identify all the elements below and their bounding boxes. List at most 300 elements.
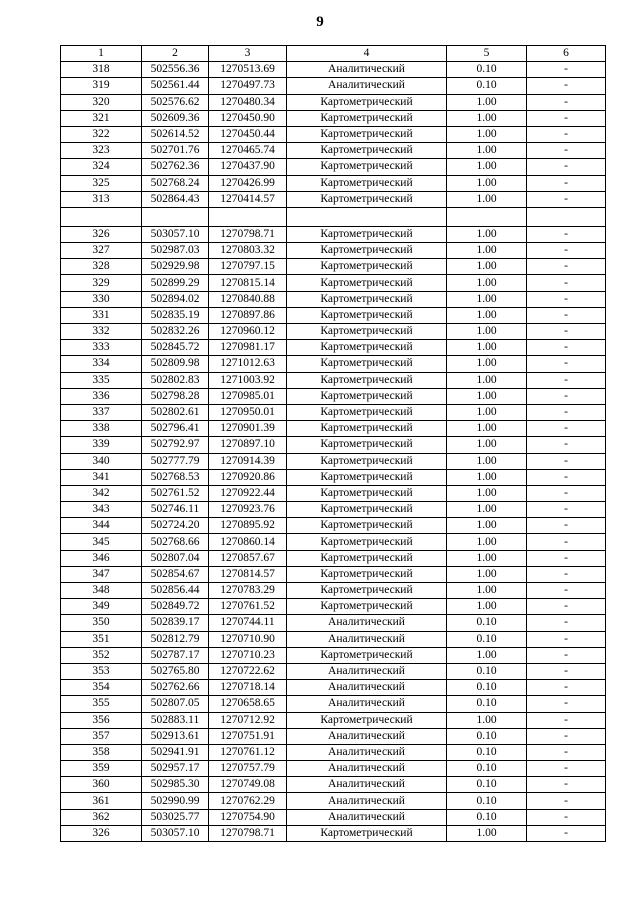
note-cell: - <box>527 62 606 78</box>
y-coordinate-cell: 1270712.92 <box>209 712 287 728</box>
y-coordinate-cell: 1270798.71 <box>209 825 287 841</box>
table-row <box>61 809 606 825</box>
method-cell: Картометрический <box>287 550 447 566</box>
method-cell: Аналитический <box>287 809 447 825</box>
note-cell: - <box>527 175 606 191</box>
method-cell: Картометрический <box>287 566 447 582</box>
x-coordinate-cell: 502796.41 <box>142 421 209 437</box>
point-number-cell: 344 <box>61 518 142 534</box>
accuracy-cell: 1.00 <box>447 518 527 534</box>
accuracy-cell: 1.00 <box>447 275 527 291</box>
accuracy-cell: 1.00 <box>447 291 527 307</box>
x-coordinate-cell: 502864.43 <box>142 191 209 207</box>
x-coordinate-cell: 502941.91 <box>142 744 209 760</box>
table-row <box>61 761 606 777</box>
accuracy-cell: 1.00 <box>447 388 527 404</box>
accuracy-cell: 1.00 <box>447 372 527 388</box>
accuracy-cell: 1.00 <box>447 191 527 207</box>
point-number-cell: 339 <box>61 437 142 453</box>
y-coordinate-cell: 1270901.39 <box>209 421 287 437</box>
method-cell: Картометрический <box>287 825 447 841</box>
accuracy-cell: 1.00 <box>447 94 527 110</box>
method-cell: Картометрический <box>287 324 447 340</box>
point-number-cell: 334 <box>61 356 142 372</box>
accuracy-cell: 0.10 <box>447 62 527 78</box>
x-coordinate-cell: 502899.29 <box>142 275 209 291</box>
accuracy-cell: 0.10 <box>447 728 527 744</box>
accuracy-cell: 1.00 <box>447 324 527 340</box>
y-coordinate-cell: 1270480.34 <box>209 94 287 110</box>
table-row <box>61 126 606 142</box>
x-coordinate-cell: 502787.17 <box>142 647 209 663</box>
point-number-cell: 347 <box>61 566 142 582</box>
x-coordinate-cell: 502883.11 <box>142 712 209 728</box>
accuracy-cell: 0.10 <box>447 631 527 647</box>
coordinates-table <box>60 45 606 842</box>
column-header: 3 <box>209 46 287 62</box>
method-cell: Аналитический <box>287 777 447 793</box>
point-number-cell: 322 <box>61 126 142 142</box>
point-number-cell: 349 <box>61 599 142 615</box>
table-row <box>61 421 606 437</box>
note-cell: - <box>527 583 606 599</box>
method-cell: Аналитический <box>287 728 447 744</box>
y-coordinate-cell: 1270710.90 <box>209 631 287 647</box>
y-coordinate-cell: 1270985.01 <box>209 388 287 404</box>
y-coordinate-cell: 1270426.99 <box>209 175 287 191</box>
note-cell: - <box>527 110 606 126</box>
point-number-cell: 360 <box>61 777 142 793</box>
note-cell: - <box>527 226 606 242</box>
note-cell: - <box>527 324 606 340</box>
method-cell: Картометрический <box>287 275 447 291</box>
note-cell: - <box>527 566 606 582</box>
note-cell: - <box>527 126 606 142</box>
note-cell: - <box>527 340 606 356</box>
table-row <box>61 744 606 760</box>
note-cell: - <box>527 680 606 696</box>
x-coordinate-cell: 502807.05 <box>142 696 209 712</box>
x-coordinate-cell: 502576.62 <box>142 94 209 110</box>
y-coordinate-cell: 1271012.63 <box>209 356 287 372</box>
y-coordinate-cell: 1270950.01 <box>209 404 287 420</box>
point-number-cell: 355 <box>61 696 142 712</box>
point-number-cell: 318 <box>61 62 142 78</box>
point-number-cell: 357 <box>61 728 142 744</box>
x-coordinate-cell: 502987.03 <box>142 243 209 259</box>
y-coordinate-cell: 1270658.65 <box>209 696 287 712</box>
y-coordinate-cell: 1270960.12 <box>209 324 287 340</box>
point-number-cell: 321 <box>61 110 142 126</box>
table-header-row <box>61 46 606 62</box>
point-number-cell: 346 <box>61 550 142 566</box>
table-row <box>61 663 606 679</box>
method-cell: Картометрический <box>287 259 447 275</box>
note-cell: - <box>527 485 606 501</box>
y-coordinate-cell: 1270814.57 <box>209 566 287 582</box>
table-row <box>61 793 606 809</box>
table-row <box>61 143 606 159</box>
table-row <box>61 388 606 404</box>
table-row <box>61 583 606 599</box>
method-cell: Картометрический <box>287 226 447 242</box>
table-row <box>61 159 606 175</box>
x-coordinate-cell: 503025.77 <box>142 809 209 825</box>
accuracy-cell: 1.00 <box>447 356 527 372</box>
y-coordinate-cell: 1270840.88 <box>209 291 287 307</box>
table-row <box>61 110 606 126</box>
y-coordinate-cell: 1270751.91 <box>209 728 287 744</box>
table-row <box>61 728 606 744</box>
point-number-cell: 343 <box>61 502 142 518</box>
accuracy-cell: 1.00 <box>447 110 527 126</box>
note-cell: - <box>527 518 606 534</box>
y-coordinate-cell: 1270914.39 <box>209 453 287 469</box>
table-row <box>61 259 606 275</box>
y-coordinate-cell: 1270783.29 <box>209 583 287 599</box>
y-coordinate-cell: 1270981.17 <box>209 340 287 356</box>
table-row <box>61 469 606 485</box>
method-cell: Аналитический <box>287 696 447 712</box>
page-number: 9 <box>316 14 324 30</box>
method-cell: Картометрический <box>287 388 447 404</box>
accuracy-cell: 1.00 <box>447 453 527 469</box>
table-row <box>61 191 606 207</box>
method-cell: Картометрический <box>287 599 447 615</box>
x-coordinate-cell: 502724.20 <box>142 518 209 534</box>
table-row <box>61 356 606 372</box>
point-number-cell: 340 <box>61 453 142 469</box>
table-row <box>61 696 606 712</box>
method-cell: Картометрический <box>287 453 447 469</box>
x-coordinate-cell: 502762.36 <box>142 159 209 175</box>
x-coordinate-cell: 502609.36 <box>142 110 209 126</box>
method-cell: Картометрический <box>287 534 447 550</box>
y-coordinate-cell: 1270754.90 <box>209 809 287 825</box>
y-coordinate-cell: 1270497.73 <box>209 78 287 94</box>
table-row <box>61 78 606 94</box>
note-cell: - <box>527 291 606 307</box>
table-row <box>61 453 606 469</box>
method-cell: Картометрический <box>287 159 447 175</box>
method-cell: Аналитический <box>287 615 447 631</box>
method-cell: Аналитический <box>287 631 447 647</box>
table-row <box>61 437 606 453</box>
method-cell: Аналитический <box>287 680 447 696</box>
accuracy-cell: 1.00 <box>447 437 527 453</box>
y-coordinate-cell: 1270749.08 <box>209 777 287 793</box>
point-number-cell: 326 <box>61 226 142 242</box>
note-cell: - <box>527 761 606 777</box>
accuracy-cell: 1.00 <box>447 647 527 663</box>
method-cell: Аналитический <box>287 744 447 760</box>
table-row <box>61 340 606 356</box>
note-cell: - <box>527 243 606 259</box>
accuracy-cell: 0.10 <box>447 615 527 631</box>
x-coordinate-cell: 502809.98 <box>142 356 209 372</box>
x-coordinate-cell: 502832.26 <box>142 324 209 340</box>
point-number-cell: 353 <box>61 663 142 679</box>
method-cell: Картометрический <box>287 437 447 453</box>
note-cell: - <box>527 404 606 420</box>
point-number-cell: 330 <box>61 291 142 307</box>
y-coordinate-cell: 1270923.76 <box>209 502 287 518</box>
accuracy-cell: 1.00 <box>447 340 527 356</box>
note-cell: - <box>527 275 606 291</box>
table-row <box>61 324 606 340</box>
y-coordinate-cell: 1270895.92 <box>209 518 287 534</box>
x-coordinate-cell: 502614.52 <box>142 126 209 142</box>
note-cell: - <box>527 534 606 550</box>
y-coordinate-cell: 1270722.62 <box>209 663 287 679</box>
x-coordinate-cell: 503057.10 <box>142 226 209 242</box>
note-cell: - <box>527 356 606 372</box>
note-cell: - <box>527 191 606 207</box>
note-cell: - <box>527 663 606 679</box>
table-row <box>61 518 606 534</box>
accuracy-cell: 1.00 <box>447 712 527 728</box>
x-coordinate-cell: 502849.72 <box>142 599 209 615</box>
x-coordinate-cell: 502761.52 <box>142 485 209 501</box>
x-coordinate-cell: 502856.44 <box>142 583 209 599</box>
x-coordinate-cell: 502802.83 <box>142 372 209 388</box>
note-cell: - <box>527 372 606 388</box>
accuracy-cell: 1.00 <box>447 126 527 142</box>
y-coordinate-cell: 1270450.90 <box>209 110 287 126</box>
y-coordinate-cell: 1270798.71 <box>209 226 287 242</box>
note-cell: - <box>527 809 606 825</box>
y-coordinate-cell: 1270815.14 <box>209 275 287 291</box>
table-row <box>61 502 606 518</box>
note-cell: - <box>527 744 606 760</box>
y-coordinate-cell: 1270718.14 <box>209 680 287 696</box>
accuracy-cell: 0.10 <box>447 663 527 679</box>
x-coordinate-cell: 502957.17 <box>142 761 209 777</box>
note-cell: - <box>527 469 606 485</box>
method-cell: Картометрический <box>287 291 447 307</box>
point-number-cell: 319 <box>61 78 142 94</box>
accuracy-cell: 1.00 <box>447 243 527 259</box>
note-cell: - <box>527 502 606 518</box>
accuracy-cell: 1.00 <box>447 534 527 550</box>
point-number-cell: 341 <box>61 469 142 485</box>
note-cell: - <box>527 615 606 631</box>
note-cell: - <box>527 599 606 615</box>
method-cell: Аналитический <box>287 62 447 78</box>
y-coordinate-cell: 1270761.12 <box>209 744 287 760</box>
table-row <box>61 291 606 307</box>
method-cell: Аналитический <box>287 761 447 777</box>
table-row <box>61 599 606 615</box>
x-coordinate-cell: 502812.79 <box>142 631 209 647</box>
accuracy-cell: 1.00 <box>447 143 527 159</box>
accuracy-cell: 1.00 <box>447 469 527 485</box>
method-cell: Картометрический <box>287 126 447 142</box>
note-cell: - <box>527 143 606 159</box>
x-coordinate-cell: 502990.99 <box>142 793 209 809</box>
table-row <box>61 550 606 566</box>
table-row <box>61 243 606 259</box>
accuracy-cell: 1.00 <box>447 226 527 242</box>
x-coordinate-cell: 502701.76 <box>142 143 209 159</box>
method-cell: Картометрический <box>287 647 447 663</box>
accuracy-cell: 0.10 <box>447 696 527 712</box>
accuracy-cell: 1.00 <box>447 421 527 437</box>
method-cell: Аналитический <box>287 793 447 809</box>
note-cell: - <box>527 437 606 453</box>
note-cell: - <box>527 777 606 793</box>
method-cell: Аналитический <box>287 663 447 679</box>
accuracy-cell: 1.00 <box>447 550 527 566</box>
note-cell: - <box>527 388 606 404</box>
point-number-cell: 328 <box>61 259 142 275</box>
column-header: 5 <box>447 46 527 62</box>
method-cell: Картометрический <box>287 143 447 159</box>
table-row <box>61 566 606 582</box>
y-coordinate-cell: 1270762.29 <box>209 793 287 809</box>
point-number-cell: 320 <box>61 94 142 110</box>
point-number-cell: 350 <box>61 615 142 631</box>
y-coordinate-cell: 1270513.69 <box>209 62 287 78</box>
table-row <box>61 275 606 291</box>
column-header: 1 <box>61 46 142 62</box>
x-coordinate-cell: 502913.61 <box>142 728 209 744</box>
table-row <box>61 485 606 501</box>
method-cell: Картометрический <box>287 340 447 356</box>
method-cell: Картометрический <box>287 243 447 259</box>
point-number-cell: 336 <box>61 388 142 404</box>
point-number-cell <box>61 207 142 226</box>
point-number-cell: 333 <box>61 340 142 356</box>
note-cell: - <box>527 647 606 663</box>
x-coordinate-cell: 502798.28 <box>142 388 209 404</box>
y-coordinate-cell: 1270897.86 <box>209 307 287 323</box>
table-row <box>61 712 606 728</box>
table-body <box>61 62 606 842</box>
accuracy-cell: 0.10 <box>447 78 527 94</box>
method-cell: Картометрический <box>287 94 447 110</box>
point-number-cell: 324 <box>61 159 142 175</box>
point-number-cell: 329 <box>61 275 142 291</box>
accuracy-cell: 1.00 <box>447 307 527 323</box>
point-number-cell: 362 <box>61 809 142 825</box>
method-cell: Картометрический <box>287 372 447 388</box>
table-row <box>61 175 606 191</box>
y-coordinate-cell: 1270414.57 <box>209 191 287 207</box>
table-row <box>61 631 606 647</box>
x-coordinate-cell: 502894.02 <box>142 291 209 307</box>
note-cell: - <box>527 307 606 323</box>
method-cell: Картометрический <box>287 356 447 372</box>
y-coordinate-cell: 1270437.90 <box>209 159 287 175</box>
point-number-cell: 342 <box>61 485 142 501</box>
table-row <box>61 372 606 388</box>
x-coordinate-cell: 502746.11 <box>142 502 209 518</box>
x-coordinate-cell: 502765.80 <box>142 663 209 679</box>
note-cell: - <box>527 453 606 469</box>
note-cell: - <box>527 696 606 712</box>
note-cell: - <box>527 259 606 275</box>
method-cell: Картометрический <box>287 110 447 126</box>
y-coordinate-cell: 1270757.79 <box>209 761 287 777</box>
table-row <box>61 404 606 420</box>
point-number-cell: 356 <box>61 712 142 728</box>
x-coordinate-cell: 502561.44 <box>142 78 209 94</box>
x-coordinate-cell: 503057.10 <box>142 825 209 841</box>
y-coordinate-cell: 1270710.23 <box>209 647 287 663</box>
point-number-cell: 354 <box>61 680 142 696</box>
point-number-cell: 358 <box>61 744 142 760</box>
x-coordinate-cell: 502768.24 <box>142 175 209 191</box>
point-number-cell: 351 <box>61 631 142 647</box>
note-cell: - <box>527 421 606 437</box>
note-cell: - <box>527 631 606 647</box>
point-number-cell: 326 <box>61 825 142 841</box>
point-number-cell: 332 <box>61 324 142 340</box>
x-coordinate-cell: 502835.19 <box>142 307 209 323</box>
method-cell: Картометрический <box>287 518 447 534</box>
accuracy-cell: 1.00 <box>447 159 527 175</box>
x-coordinate-cell: 502768.66 <box>142 534 209 550</box>
method-cell: Картометрический <box>287 502 447 518</box>
x-coordinate-cell: 502777.79 <box>142 453 209 469</box>
x-coordinate-cell: 502854.67 <box>142 566 209 582</box>
method-cell: Аналитический <box>287 78 447 94</box>
point-number-cell: 348 <box>61 583 142 599</box>
accuracy-cell: 1.00 <box>447 502 527 518</box>
accuracy-cell: 0.10 <box>447 793 527 809</box>
note-cell: - <box>527 728 606 744</box>
method-cell: Картометрический <box>287 175 447 191</box>
method-cell: Картометрический <box>287 712 447 728</box>
y-coordinate-cell: 1270897.10 <box>209 437 287 453</box>
y-coordinate-cell: 1270744.11 <box>209 615 287 631</box>
method-cell: Картометрический <box>287 469 447 485</box>
table-row <box>61 647 606 663</box>
accuracy-cell: 0.10 <box>447 809 527 825</box>
x-coordinate-cell: 502839.17 <box>142 615 209 631</box>
y-coordinate-cell: 1270465.74 <box>209 143 287 159</box>
accuracy-cell: 1.00 <box>447 485 527 501</box>
x-coordinate-cell <box>142 207 209 226</box>
table-row <box>61 307 606 323</box>
y-coordinate-cell <box>209 207 287 226</box>
point-number-cell: 359 <box>61 761 142 777</box>
method-cell: Картометрический <box>287 191 447 207</box>
x-coordinate-cell: 502762.66 <box>142 680 209 696</box>
note-cell: - <box>527 712 606 728</box>
point-number-cell: 337 <box>61 404 142 420</box>
point-number-cell: 338 <box>61 421 142 437</box>
accuracy-cell: 1.00 <box>447 566 527 582</box>
x-coordinate-cell: 502556.36 <box>142 62 209 78</box>
method-cell: Картометрический <box>287 404 447 420</box>
point-number-cell: 323 <box>61 143 142 159</box>
y-coordinate-cell: 1270922.44 <box>209 485 287 501</box>
note-cell: - <box>527 550 606 566</box>
x-coordinate-cell: 502845.72 <box>142 340 209 356</box>
accuracy-cell: 1.00 <box>447 404 527 420</box>
note-cell: - <box>527 159 606 175</box>
y-coordinate-cell: 1270450.44 <box>209 126 287 142</box>
table-row <box>61 680 606 696</box>
accuracy-cell: 1.00 <box>447 825 527 841</box>
table-row <box>61 62 606 78</box>
point-number-cell: 325 <box>61 175 142 191</box>
y-coordinate-cell: 1271003.92 <box>209 372 287 388</box>
y-coordinate-cell: 1270797.15 <box>209 259 287 275</box>
accuracy-cell: 1.00 <box>447 175 527 191</box>
